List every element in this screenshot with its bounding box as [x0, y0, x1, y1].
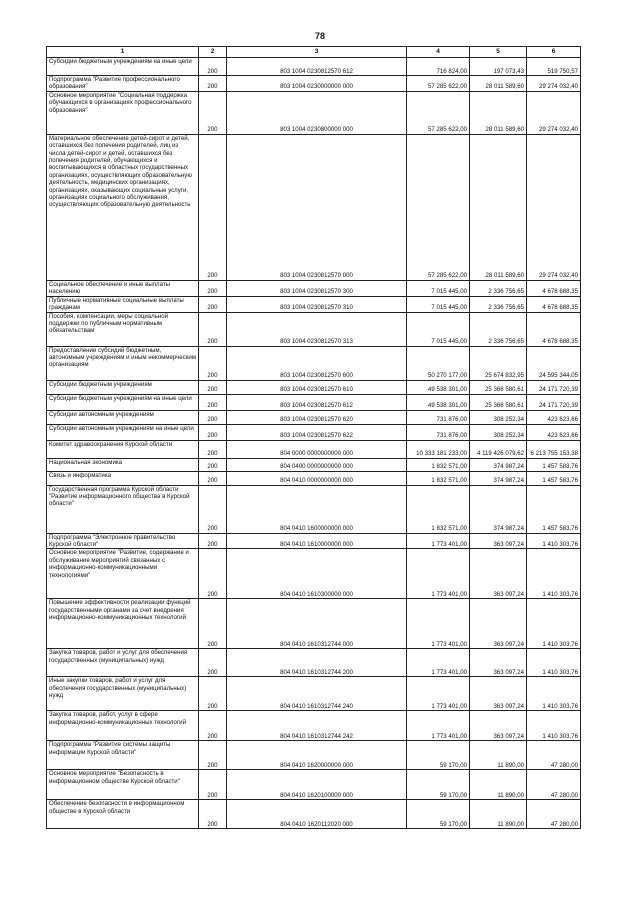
row-code-cell: 804 0410 1620112020 000: [227, 800, 407, 829]
row-approved-cell: 1 773 401,00: [407, 649, 470, 677]
row-remaining-cell: 24 171 720,39: [527, 380, 581, 394]
row-status-cell: 200: [199, 741, 227, 770]
row-code-cell: 804 0410 1610312744 200: [227, 649, 407, 677]
column-header: 4: [407, 47, 470, 58]
row-approved-cell: 7 015 445,00: [407, 312, 470, 346]
row-status-cell: 200: [199, 280, 227, 296]
row-executed-cell: 11 890,00: [470, 770, 527, 800]
row-status-cell: 200: [199, 800, 227, 829]
row-remaining-cell: 1 457 583,76: [527, 471, 581, 485]
row-remaining-cell: 1 410 303,76: [527, 649, 581, 677]
row-executed-cell: 374 987,24: [470, 471, 527, 485]
row-executed-cell: 11 890,00: [470, 800, 527, 829]
row-executed-cell: 4 119 426 079,62: [470, 440, 527, 458]
row-remaining-cell: 29 274 032,40: [527, 91, 581, 134]
row-approved-cell: 1 773 401,00: [407, 549, 470, 599]
row-code-cell: 803 1004 0230812570 620: [227, 410, 407, 424]
row-executed-cell: 363 097,24: [470, 711, 527, 741]
row-name-cell: Подпрограмма "Развитие системы защиты информации Курской области": [47, 741, 199, 770]
row-remaining-cell: 423 623,66: [527, 424, 581, 440]
row-code-cell: 804 0410 1600000000 000: [227, 485, 407, 533]
column-header: 2: [199, 47, 227, 58]
row-remaining-cell: 1 457 583,76: [527, 485, 581, 533]
row-name-cell: Субсидии автономным учреждениям: [47, 410, 199, 424]
row-executed-cell: 2 336 756,65: [470, 312, 527, 346]
row-status-cell: 200: [199, 533, 227, 549]
row-code-cell: 803 1004 0230812570 622: [227, 424, 407, 440]
row-name-cell: Связь и информатика: [47, 471, 199, 485]
row-remaining-cell: 519 750,57: [527, 58, 581, 76]
row-remaining-cell: 1 410 303,76: [527, 677, 581, 711]
row-code-cell: 803 1004 0230812570 000: [227, 134, 407, 280]
row-code-cell: 803 1004 0230812570 310: [227, 296, 407, 312]
table-row: [47, 296, 581, 312]
row-status-cell: 200: [199, 677, 227, 711]
row-code-cell: 804 0410 1610312744 242: [227, 711, 407, 741]
row-status-cell: 200: [199, 770, 227, 800]
row-code-cell: 804 0410 1620000000 000: [227, 741, 407, 770]
row-status-cell: 200: [199, 440, 227, 458]
table-row: [47, 599, 581, 649]
row-approved-cell: 49 538 301,00: [407, 394, 470, 410]
row-remaining-cell: 24 595 344,05: [527, 346, 581, 380]
row-approved-cell: 1 832 571,00: [407, 471, 470, 485]
column-header: 5: [470, 47, 527, 58]
row-name-cell: Предоставление субсидий бюджетным, автономным учреждениям и иным некоммерческим организациям: [47, 346, 199, 380]
row-code-cell: 804 0000 0000000000 000: [227, 440, 407, 458]
row-remaining-cell: 29 274 032,40: [527, 134, 581, 280]
table-row: [47, 76, 581, 92]
row-remaining-cell: 423 623,66: [527, 410, 581, 424]
row-executed-cell: 25 366 580,61: [470, 394, 527, 410]
row-name-cell: Материальное обеспечение детей-сирот и детей, оставшихся без попечения родителей, лиц из числа детей-сирот и детей, оставшихся без попечения родителей, обучающихся и воспитывающихся в областных государственных организациях, осуществляющих образовательную деятельность, медицинских организациях, организациях, оказывающих социальные услуги, организациях социального обслуживания, осуществляющих образовательную деятельность: [47, 134, 199, 280]
row-name-cell: Комитет здравоохранения Курской области: [47, 440, 199, 458]
row-executed-cell: 363 097,24: [470, 549, 527, 599]
row-approved-cell: 1 773 401,00: [407, 599, 470, 649]
row-remaining-cell: 4 678 688,35: [527, 296, 581, 312]
column-header: 3: [227, 47, 407, 58]
row-approved-cell: 49 538 301,00: [407, 380, 470, 394]
table-row: [47, 440, 581, 458]
budget-table: [46, 46, 581, 829]
row-remaining-cell: 29 274 032,40: [527, 76, 581, 92]
row-approved-cell: 1 773 401,00: [407, 711, 470, 741]
page-number: 78: [314, 31, 325, 41]
row-approved-cell: 716 824,00: [407, 58, 470, 76]
row-status-cell: 200: [199, 312, 227, 346]
row-approved-cell: 1 832 571,00: [407, 485, 470, 533]
row-name-cell: Основное мероприятие "Развитие, содержание и обслуживание мероприятий связанных с информационно-коммуникационными технологиями": [47, 549, 199, 599]
row-name-cell: Национальная экономика: [47, 458, 199, 471]
table-row: [47, 394, 581, 410]
row-name-cell: Закупка товаров, работ, услуг в сфере информационно-коммуникационных технологий: [47, 711, 199, 741]
row-code-cell: 803 1004 0230812570 300: [227, 280, 407, 296]
row-code-cell: 804 0410 1610312744 000: [227, 599, 407, 649]
table-row: [47, 485, 581, 533]
table-row: [47, 380, 581, 394]
row-remaining-cell: 1 410 303,76: [527, 599, 581, 649]
row-approved-cell: 1 773 401,00: [407, 677, 470, 711]
row-name-cell: Государственная программа Курской области "Развитие информационного общества в Курской области": [47, 485, 199, 533]
row-status-cell: 200: [199, 599, 227, 649]
row-name-cell: Субсидии бюджетным учреждениям на иные цели: [47, 394, 199, 410]
row-status-cell: 200: [199, 458, 227, 471]
row-status-cell: 200: [199, 410, 227, 424]
row-remaining-cell: 4 678 688,35: [527, 280, 581, 296]
row-executed-cell: 2 336 756,65: [470, 280, 527, 296]
table-row: [47, 677, 581, 711]
row-status-cell: 200: [199, 296, 227, 312]
row-remaining-cell: 47 280,00: [527, 741, 581, 770]
row-remaining-cell: 1 410 303,76: [527, 549, 581, 599]
table-row: [47, 134, 581, 280]
table-row: [47, 346, 581, 380]
row-status-cell: 200: [199, 394, 227, 410]
table-body: [47, 58, 581, 829]
row-executed-cell: 363 097,24: [470, 533, 527, 549]
row-approved-cell: 59 170,00: [407, 800, 470, 829]
row-status-cell: 200: [199, 91, 227, 134]
row-remaining-cell: 24 171 720,39: [527, 394, 581, 410]
table-row: [47, 424, 581, 440]
row-name-cell: Публичные нормативные социальные выплаты гражданам: [47, 296, 199, 312]
row-code-cell: 803 1004 0230800000 000: [227, 91, 407, 134]
row-code-cell: 804 0410 1610300000 000: [227, 549, 407, 599]
table-row: [47, 91, 581, 134]
row-name-cell: Основное мероприятие "Социальная поддержка обучающихся в организациях профессионального образования": [47, 91, 199, 134]
row-executed-cell: 2 336 756,65: [470, 296, 527, 312]
row-status-cell: 200: [199, 485, 227, 533]
row-name-cell: Субсидии бюджетным учреждениям: [47, 380, 199, 394]
row-approved-cell: 50 270 177,00: [407, 346, 470, 380]
row-remaining-cell: 47 280,00: [527, 800, 581, 829]
row-name-cell: Подпрограмма "Развитие профессионального образования": [47, 76, 199, 92]
row-name-cell: Иные закупки товаров, работ и услуг для обеспечения государственных (муниципальных) нужд: [47, 677, 199, 711]
row-executed-cell: 11 890,00: [470, 741, 527, 770]
row-executed-cell: 28 011 589,60: [470, 76, 527, 92]
table-row: [47, 280, 581, 296]
row-status-cell: 200: [199, 380, 227, 394]
row-approved-cell: 59 170,00: [407, 770, 470, 800]
table-row: [47, 800, 581, 829]
row-approved-cell: 1 832 571,00: [407, 458, 470, 471]
row-executed-cell: 308 252,34: [470, 424, 527, 440]
row-status-cell: 200: [199, 346, 227, 380]
row-approved-cell: 57 285 622,00: [407, 91, 470, 134]
table-row: [47, 549, 581, 599]
row-remaining-cell: 1 457 583,76: [527, 458, 581, 471]
row-name-cell: Обеспечение безопасности в информационном обществе в Курской области: [47, 800, 199, 829]
row-approved-cell: 1 773 401,00: [407, 533, 470, 549]
row-name-cell: Основное мероприятие "Безопасность в информационном обществе Курской области": [47, 770, 199, 800]
row-approved-cell: 10 333 181 233,00: [407, 440, 470, 458]
row-remaining-cell: 6 213 755 153,38: [527, 440, 581, 458]
row-executed-cell: 374 987,24: [470, 458, 527, 471]
row-executed-cell: 28 011 589,60: [470, 91, 527, 134]
row-status-cell: 200: [199, 76, 227, 92]
table-row: [47, 649, 581, 677]
row-executed-cell: 363 097,24: [470, 677, 527, 711]
row-name-cell: Подпрограмма "Электронное правительство Курской области": [47, 533, 199, 549]
row-remaining-cell: 4 678 688,35: [527, 312, 581, 346]
table-row: [47, 711, 581, 741]
table-row: [47, 58, 581, 76]
column-header: 6: [527, 47, 581, 58]
table-row: [47, 312, 581, 346]
row-code-cell: 804 0400 0000000000 000: [227, 458, 407, 471]
row-executed-cell: 363 097,24: [470, 599, 527, 649]
row-code-cell: 803 1004 0230812570 610: [227, 380, 407, 394]
row-approved-cell: 7 015 445,00: [407, 296, 470, 312]
row-name-cell: Социальное обеспечение и иные выплаты населению: [47, 280, 199, 296]
row-code-cell: 804 0410 1610312744 240: [227, 677, 407, 711]
row-approved-cell: 7 015 445,00: [407, 280, 470, 296]
column-header: 1: [47, 47, 199, 58]
row-executed-cell: 28 011 589,60: [470, 134, 527, 280]
table-row: [47, 741, 581, 770]
row-status-cell: 200: [199, 549, 227, 599]
row-executed-cell: 363 097,24: [470, 649, 527, 677]
row-approved-cell: 57 285 622,00: [407, 134, 470, 280]
row-code-cell: 803 1004 0230000000 000: [227, 76, 407, 92]
row-status-cell: 200: [199, 711, 227, 741]
table-row: [47, 410, 581, 424]
row-code-cell: 803 1004 0230812570 313: [227, 312, 407, 346]
row-code-cell: 804 0410 1610000000 000: [227, 533, 407, 549]
row-name-cell: Закупка товаров, работ и услуг для обеспечения государственных (муниципальных) нужд: [47, 649, 199, 677]
table-row: [47, 533, 581, 549]
row-executed-cell: 308 252,34: [470, 410, 527, 424]
row-code-cell: 804 0410 1620100000 000: [227, 770, 407, 800]
row-executed-cell: 197 073,43: [470, 58, 527, 76]
row-status-cell: 200: [199, 471, 227, 485]
row-status-cell: 200: [199, 134, 227, 280]
row-name-cell: Субсидии бюджетным учреждениям на иные цели: [47, 58, 199, 76]
table-row: [47, 471, 581, 485]
row-approved-cell: 731 876,00: [407, 424, 470, 440]
row-name-cell: Субсидии автономным учреждениям на иные цели: [47, 424, 199, 440]
row-code-cell: 803 1004 0230812570 612: [227, 58, 407, 76]
row-name-cell: Пособия, компенсации, меры социальной поддержки по публичным нормативным обязательствам: [47, 312, 199, 346]
row-name-cell: Повышение эффективности реализации функций государственными органами за счет внедрения информационно-коммуникационных технологий: [47, 599, 199, 649]
row-approved-cell: 731 876,00: [407, 410, 470, 424]
row-remaining-cell: 47 280,00: [527, 770, 581, 800]
row-status-cell: 200: [199, 58, 227, 76]
row-status-cell: 200: [199, 649, 227, 677]
table-row: [47, 458, 581, 471]
row-executed-cell: 374 987,24: [470, 485, 527, 533]
table-row: [47, 770, 581, 800]
row-executed-cell: 25 674 832,95: [470, 346, 527, 380]
row-approved-cell: 59 170,00: [407, 741, 470, 770]
table-header-row: [47, 47, 581, 58]
row-executed-cell: 25 366 580,61: [470, 380, 527, 394]
row-code-cell: 804 0410 0000000000 000: [227, 471, 407, 485]
row-status-cell: 200: [199, 424, 227, 440]
row-code-cell: 803 1004 0230812570 600: [227, 346, 407, 380]
row-approved-cell: 57 285 622,00: [407, 76, 470, 92]
row-remaining-cell: 1 410 303,76: [527, 533, 581, 549]
row-code-cell: 803 1004 0230812570 612: [227, 394, 407, 410]
row-remaining-cell: 1 410 303,76: [527, 711, 581, 741]
